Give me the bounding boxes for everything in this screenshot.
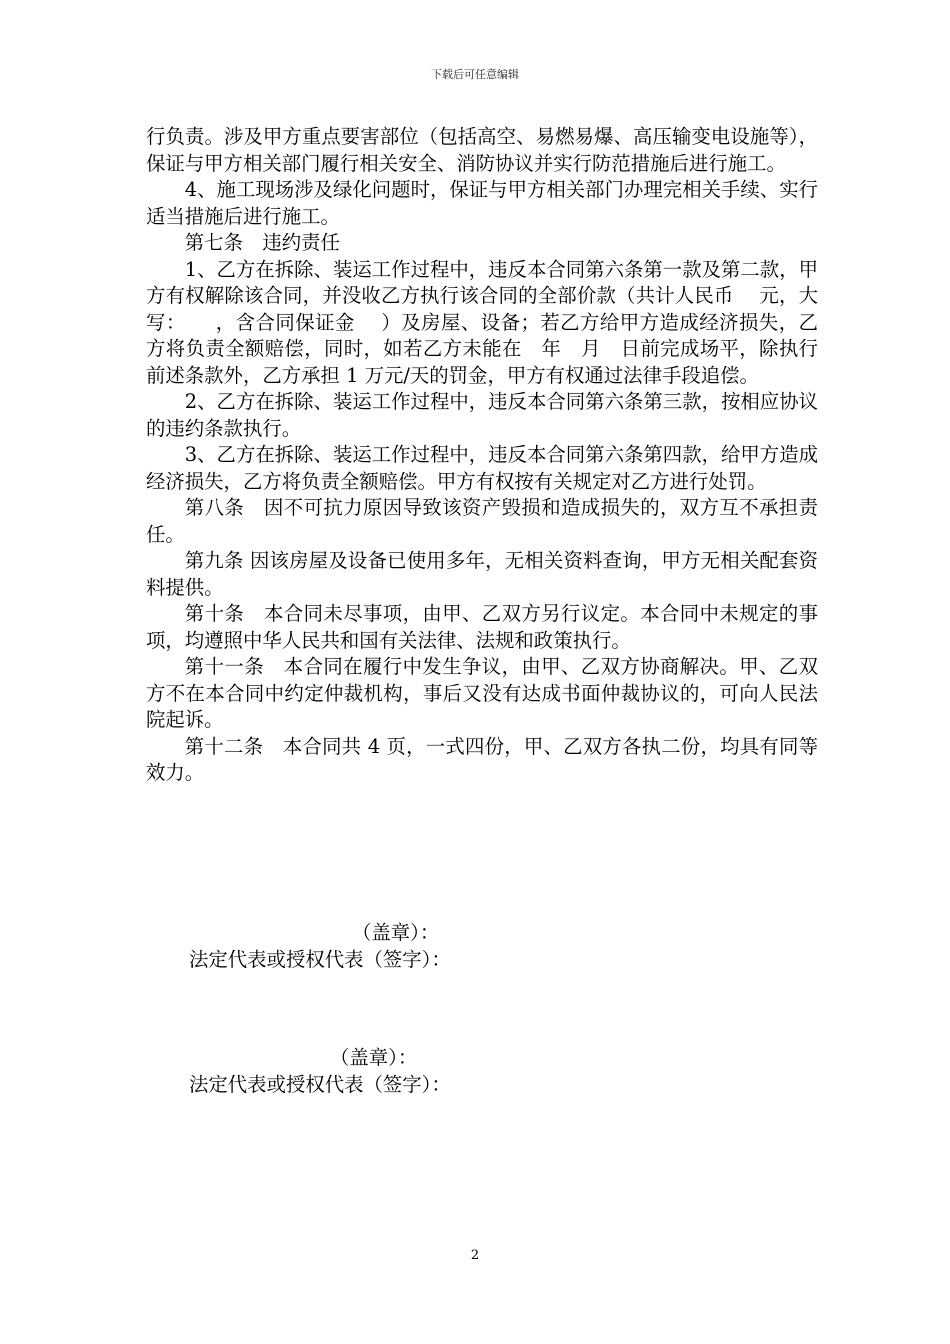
page-header: 下载后可任意编辑 bbox=[431, 68, 519, 81]
article-7-item-1: 1、乙方在拆除、装运工作过程中，违反本合同第六条第一款及第二款，甲方有权解除该合同，并没收乙方执行该合同的全部价款（共计人民币 元，大写： ，含合同保证金 ）及房屋、设备；若乙方给甲方造成经济损失，乙方将负责全额赔偿，同时，如若乙方未能在 年 月 日前完成场平，除执行前述条款外，乙方承担 1 万元/天的罚金，甲方有权通过法律手段追偿。 bbox=[146, 257, 818, 387]
page-number: 2 bbox=[470, 1248, 480, 1263]
party-2-representative-label: 法定代表或授权代表（签字）： bbox=[189, 1073, 451, 1096]
article-10: 第十条 本合同未尽事项，由甲、乙双方另行议定。本合同中未规定的事项，均遵照中华人民共和国有关法律、法规和政策执行。 bbox=[146, 602, 818, 652]
paragraph-continuation: 行负责。涉及甲方重点要害部位（包括高空、易燃易爆、高压输变电设施等），保证与甲方相关部门履行相关安全、消防协议并实行防范措施后进行施工。 bbox=[146, 125, 818, 175]
contract-body bbox=[146, 124, 818, 787]
paragraph-clause-4: 4、施工现场涉及绿化问题时，保证与甲方相关部门办理完相关手续、实行适当措施后进行施工。 bbox=[146, 178, 818, 228]
article-7-heading: 第七条 违约责任 bbox=[184, 231, 340, 254]
article-8: 第八条 因不可抗力原因导致该资产毁损和造成损失的，双方互不承担责任。 bbox=[146, 496, 818, 546]
article-12: 第十二条 本合同共 4 页，一式四份，甲、乙双方各执二份，均具有同等效力。 bbox=[146, 734, 818, 784]
article-9: 第九条 因该房屋及设备已使用多年，无相关资料查询，甲方无相关配套资料提供。 bbox=[146, 549, 818, 599]
party-1-representative-label: 法定代表或授权代表（签字）： bbox=[189, 948, 451, 971]
article-7-item-3: 3、乙方在拆除、装运工作过程中，违反本合同第六条第四款，给甲方造成经济损失，乙方将负责全额赔偿。甲方有权按有关规定对乙方进行处罚。 bbox=[146, 443, 818, 493]
article-7-item-2: 2、乙方在拆除、装运工作过程中，违反本合同第六条第三款，按相应协议的违约条款执行。 bbox=[146, 390, 818, 440]
party-1-seal-label: （盖章）： bbox=[352, 921, 440, 944]
article-11: 第十一条 本合同在履行中发生争议，由甲、乙双方协商解决。甲、乙双方不在本合同中约定仲裁机构，事后又没有达成书面仲裁协议的，可向人民法院起诉。 bbox=[146, 655, 818, 731]
party-2-seal-label: （盖章）： bbox=[330, 1046, 418, 1069]
